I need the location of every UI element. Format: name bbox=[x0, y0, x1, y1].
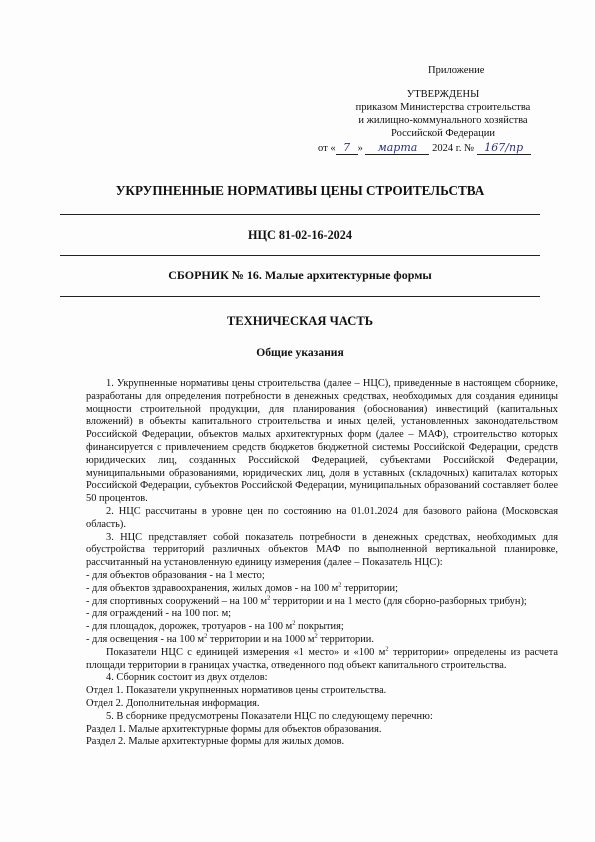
divider-2 bbox=[60, 255, 540, 256]
paragraph-4: Показатели НЦС с единицей измерения «1 место» и «100 $м^2$ территории» определены из расчета площади территории в границах участка, отведенного под объект капитального строительства. bbox=[86, 645, 558, 671]
list-item: - для площадок, дорожек, тротуаров - на 100 $м^2$ покрытия; bbox=[86, 619, 344, 633]
subsection-title: Общие указания bbox=[256, 346, 344, 359]
list-item: - для объектов здравоохранения, жилых домов - на 100 $м^2$ территории; bbox=[86, 581, 398, 594]
main-title: УКРУПНЕННЫЕ НОРМАТИВЫ ЦЕНЫ СТРОИТЕЛЬСТВА bbox=[115, 183, 485, 198]
collection-title: СБОРНИК № 16. Малые архитектурные формы bbox=[168, 268, 432, 282]
approval-line-2: и жилищно-коммунального хозяйства bbox=[358, 115, 528, 126]
approval-block bbox=[318, 64, 568, 155]
paragraph-3: 3. НЦС представляет собой показатель потребности в денежных средствах, необходимых для обустройства территорий различных объектов МАФ по выполненной вертикальной планировке, рассчитанный на установленную единицу измерения (далее – Показатель НЦС): bbox=[86, 531, 558, 569]
approval-line-1: приказом Министерства строительства bbox=[355, 102, 531, 113]
department-1: Отдел 1. Показатели укрупненных нормативов цены строительства. bbox=[86, 685, 387, 697]
paragraph-2: 2. НЦС рассчитаны в уровне цен по состоянию на 01.01.2024 для базового района (Московская область). bbox=[86, 505, 558, 530]
list-item: - для спортивных сооружений – на 100 $м^2$ территории и на 1 место (для сборно-разборных трибун); bbox=[86, 594, 527, 607]
order-number: 167/пр bbox=[477, 141, 531, 155]
appendix-label: Приложение bbox=[428, 65, 485, 76]
date-day: 7 bbox=[336, 141, 358, 155]
paragraph-1: 1. Укрупненные нормативы цены строительства (далее – НЦС), приведенные в настоящем сборнике, разработаны для определения потребности в денежных средствах, необходимых для создания единицы мощности строительной продукции, для планирования (обоснования) инвестиций (капитальных вложений) в объекты капитального строительства и иных целей, установленных законодательством Российской Федерации, объектов малых архитектурных форм (далее – МАФ), строительство которых финансируется с привлечением средств бюджетов бюджетной системы Российской Федерации, средств юридических лиц, созданных Российской Федерацией, субъектами Российской Федерации, муниципальными образованиями, юридических лиц, доля в уставных (складочных) капиталах которых Российской Федерации, субъектов Российской Федерации, муниципальных образований составляет более 50 процентов. bbox=[86, 378, 558, 505]
paragraph-5: 4. Сборник состоит из двух отделов: bbox=[106, 672, 268, 684]
list-item: - для объектов образования - на 1 место; bbox=[86, 569, 265, 581]
date-month: марта bbox=[365, 141, 429, 155]
divider-1 bbox=[60, 214, 540, 215]
section-2: Раздел 2. Малые архитектурные формы для жилых домов. bbox=[86, 736, 345, 748]
approval-date-line: от « 7 » марта 2024 г. № 167/пр bbox=[318, 141, 568, 155]
approval-line-3: Российской Федерации bbox=[391, 128, 495, 139]
department-2: Отдел 2. Дополнительная информация. bbox=[86, 697, 260, 709]
list-item: - для ограждений - на 100 пог. м; bbox=[86, 608, 232, 620]
general-instructions bbox=[86, 378, 558, 749]
section-1: Раздел 1. Малые архитектурные формы для объектов образования. bbox=[86, 723, 382, 735]
paragraph-6: 5. В сборнике предусмотрены Показатели НЦС по следующему перечню: bbox=[106, 710, 433, 722]
approved-label: УТВЕРЖДЕНЫ bbox=[406, 89, 480, 100]
divider-3 bbox=[60, 296, 540, 297]
section-title: ТЕХНИЧЕСКАЯ ЧАСТЬ bbox=[226, 314, 374, 328]
list-item: - для освещения - на 100 $м^2$ территории и на 1000 $м^2$ территории. bbox=[86, 632, 374, 645]
ncs-code: НЦС 81-02-16-2024 bbox=[248, 228, 352, 242]
